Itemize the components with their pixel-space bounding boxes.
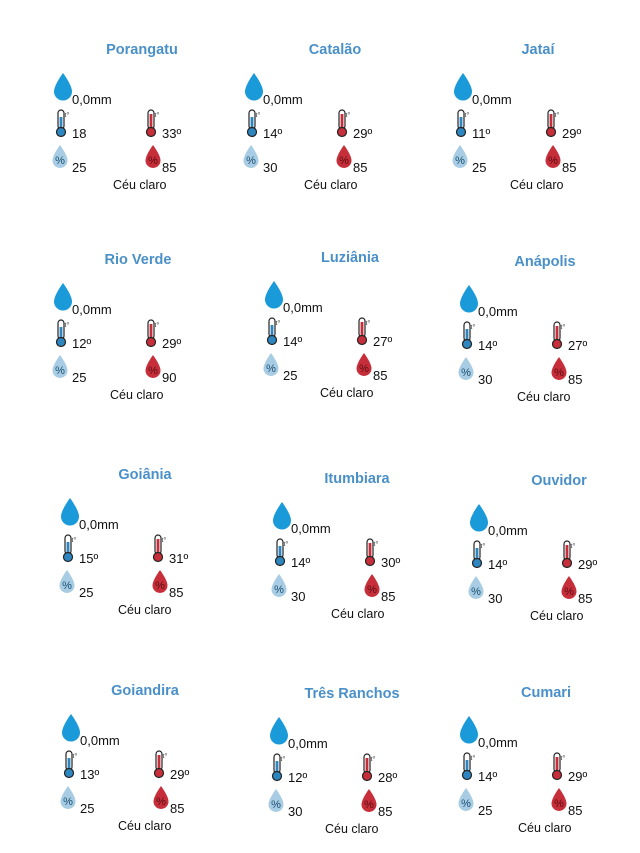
humidity-drop-red-icon <box>335 144 353 175</box>
rainfall-value: 0,0mm <box>472 92 512 107</box>
rainfall-value: 0,0mm <box>72 302 112 317</box>
city-name: Itumbiara <box>324 471 390 487</box>
city-name: Rio Verde <box>104 252 172 268</box>
sky-condition: Céu claro <box>510 178 564 192</box>
svg-text:%: % <box>148 365 158 377</box>
humidity-drop-red-icon <box>560 575 578 606</box>
thermometer-cold-icon <box>460 751 476 786</box>
city-name: Cumari <box>521 685 571 701</box>
thermometer-cold-icon <box>54 318 70 353</box>
raindrop-icon <box>452 72 474 107</box>
humidity-drop-light-icon <box>267 788 285 819</box>
humidity-drop-red-icon <box>550 356 568 387</box>
max-temperature: 29º <box>562 126 582 141</box>
city-name: Goiandira <box>111 683 179 699</box>
svg-text:%: % <box>62 580 72 592</box>
max-temperature: 29º <box>353 126 373 141</box>
humidity-drop-light-icon <box>262 352 280 383</box>
svg-text:t°: t° <box>370 755 376 763</box>
max-humidity: 85 <box>568 372 583 387</box>
min-humidity: 25 <box>478 803 493 818</box>
thermometer-cold-icon <box>62 749 78 784</box>
svg-text:%: % <box>156 796 166 808</box>
max-temperature: 29º <box>162 336 182 351</box>
svg-text:t°: t° <box>154 321 160 329</box>
svg-text:%: % <box>274 584 284 596</box>
raindrop-icon <box>268 716 290 751</box>
thermometer-hot-icon <box>335 108 351 143</box>
rainfall-value: 0,0mm <box>72 92 112 107</box>
min-temperature: 18 <box>72 126 87 141</box>
svg-text:%: % <box>148 155 158 167</box>
raindrop-icon <box>60 713 82 748</box>
sky-condition: Céu claro <box>113 178 167 192</box>
humidity-drop-light-icon <box>270 573 288 604</box>
humidity-drop-red-icon <box>544 144 562 175</box>
min-temperature: 12º <box>288 770 308 785</box>
sky-condition: Céu claro <box>325 822 379 836</box>
svg-text:t°: t° <box>162 752 168 760</box>
svg-text:%: % <box>246 155 256 167</box>
svg-text:t°: t° <box>570 542 576 550</box>
raindrop-icon <box>458 284 480 319</box>
humidity-drop-light-icon <box>451 144 469 175</box>
sky-condition: Céu claro <box>118 603 172 617</box>
sky-condition: Céu claro <box>304 178 358 192</box>
max-temperature: 28º <box>378 770 398 785</box>
svg-text:%: % <box>548 155 558 167</box>
min-humidity: 25 <box>72 370 87 385</box>
humidity-drop-light-icon <box>242 144 260 175</box>
thermometer-cold-icon <box>273 537 289 572</box>
max-humidity: 85 <box>562 160 577 175</box>
min-temperature: 13º <box>80 767 100 782</box>
min-humidity: 30 <box>263 160 278 175</box>
raindrop-icon <box>52 282 74 317</box>
thermometer-hot-icon <box>363 537 379 572</box>
max-humidity: 85 <box>353 160 368 175</box>
max-temperature: 30º <box>381 555 401 570</box>
svg-text:%: % <box>554 367 564 379</box>
min-humidity: 25 <box>472 160 487 175</box>
rainfall-value: 0,0mm <box>263 92 303 107</box>
thermometer-cold-icon <box>265 316 281 351</box>
sky-condition: Céu claro <box>530 609 584 623</box>
svg-text:t°: t° <box>161 536 167 544</box>
raindrop-icon <box>468 503 490 538</box>
raindrop-icon <box>458 715 480 750</box>
max-humidity: 85 <box>169 585 184 600</box>
svg-text:t°: t° <box>255 111 261 119</box>
svg-text:%: % <box>461 798 471 810</box>
svg-text:%: % <box>564 586 574 598</box>
svg-text:%: % <box>471 586 481 598</box>
rainfall-value: 0,0mm <box>291 521 331 536</box>
max-humidity: 85 <box>162 160 177 175</box>
svg-text:t°: t° <box>275 319 281 327</box>
min-humidity: 30 <box>291 589 306 604</box>
svg-text:t°: t° <box>464 111 470 119</box>
rainfall-value: 0,0mm <box>478 735 518 750</box>
humidity-drop-light-icon <box>59 785 77 816</box>
city-name: Luziânia <box>320 250 379 266</box>
thermometer-cold-icon <box>460 320 476 355</box>
svg-text:%: % <box>63 796 73 808</box>
rainfall-value: 0,0mm <box>488 523 528 538</box>
humidity-drop-red-icon <box>152 785 170 816</box>
svg-text:t°: t° <box>373 540 379 548</box>
svg-text:%: % <box>55 155 65 167</box>
max-temperature: 31º <box>169 551 189 566</box>
max-temperature: 29º <box>170 767 190 782</box>
humidity-drop-light-icon <box>58 569 76 600</box>
min-temperature: 14º <box>488 557 508 572</box>
max-humidity: 85 <box>378 804 393 819</box>
sky-condition: Céu claro <box>517 390 571 404</box>
svg-text:%: % <box>461 367 471 379</box>
svg-text:t°: t° <box>345 111 351 119</box>
humidity-drop-red-icon <box>360 788 378 819</box>
thermometer-hot-icon <box>550 320 566 355</box>
city-name: Três Ranchos <box>304 686 400 702</box>
svg-text:t°: t° <box>72 752 78 760</box>
svg-text:t°: t° <box>560 323 566 331</box>
city-name: Porangatu <box>106 42 178 58</box>
svg-text:%: % <box>554 798 564 810</box>
max-temperature: 27º <box>568 338 588 353</box>
svg-text:t°: t° <box>470 754 476 762</box>
svg-text:t°: t° <box>560 754 566 762</box>
max-temperature: 29º <box>568 769 588 784</box>
thermometer-hot-icon <box>360 752 376 787</box>
city-name: Goiânia <box>118 467 172 483</box>
max-humidity: 85 <box>170 801 185 816</box>
svg-text:%: % <box>455 155 465 167</box>
raindrop-icon <box>59 497 81 532</box>
svg-text:t°: t° <box>470 323 476 331</box>
min-humidity: 30 <box>288 804 303 819</box>
max-humidity: 85 <box>381 589 396 604</box>
city-name: Jataí <box>521 42 555 58</box>
min-temperature: 14º <box>263 126 283 141</box>
svg-text:t°: t° <box>154 111 160 119</box>
city-name: Anápolis <box>514 254 576 270</box>
thermometer-hot-icon <box>550 751 566 786</box>
humidity-drop-light-icon <box>467 575 485 606</box>
humidity-drop-red-icon <box>151 569 169 600</box>
sky-condition: Céu claro <box>118 819 172 833</box>
min-temperature: 11º <box>472 126 491 141</box>
humidity-drop-red-icon <box>363 573 381 604</box>
max-temperature: 33º <box>162 126 182 141</box>
max-humidity: 85 <box>373 368 388 383</box>
svg-text:t°: t° <box>554 111 560 119</box>
svg-text:%: % <box>155 580 165 592</box>
min-temperature: 12º <box>72 336 92 351</box>
svg-text:%: % <box>266 363 276 375</box>
city-name: Catalão <box>308 42 362 58</box>
raindrop-icon <box>243 72 265 107</box>
rainfall-value: 0,0mm <box>478 304 518 319</box>
svg-text:t°: t° <box>64 321 70 329</box>
svg-text:t°: t° <box>71 536 77 544</box>
svg-text:%: % <box>364 799 374 811</box>
humidity-drop-red-icon <box>355 352 373 383</box>
thermometer-hot-icon <box>355 316 371 351</box>
thermometer-hot-icon <box>151 533 167 568</box>
thermometer-cold-icon <box>454 108 470 143</box>
svg-text:t°: t° <box>365 319 371 327</box>
thermometer-hot-icon <box>144 318 160 353</box>
thermometer-cold-icon <box>245 108 261 143</box>
max-humidity: 90 <box>162 370 177 385</box>
min-temperature: 14º <box>291 555 311 570</box>
humidity-drop-red-icon <box>550 787 568 818</box>
min-temperature: 14º <box>478 338 498 353</box>
min-humidity: 25 <box>72 160 87 175</box>
max-temperature: 29º <box>578 557 598 572</box>
max-humidity: 85 <box>578 591 593 606</box>
rainfall-value: 0,0mm <box>288 736 328 751</box>
humidity-drop-light-icon <box>457 787 475 818</box>
min-humidity: 25 <box>283 368 298 383</box>
svg-text:%: % <box>339 155 349 167</box>
city-name: Ouvidor <box>531 473 587 489</box>
thermometer-cold-icon <box>270 752 286 787</box>
thermometer-cold-icon <box>470 539 486 574</box>
min-temperature: 15º <box>79 551 99 566</box>
rainfall-value: 0,0mm <box>283 300 323 315</box>
thermometer-hot-icon <box>152 749 168 784</box>
sky-condition: Céu claro <box>110 388 164 402</box>
humidity-drop-light-icon <box>457 356 475 387</box>
svg-text:t°: t° <box>480 542 486 550</box>
sky-condition: Céu claro <box>320 386 374 400</box>
thermometer-hot-icon <box>544 108 560 143</box>
min-humidity: 25 <box>80 801 95 816</box>
svg-text:%: % <box>55 365 65 377</box>
humidity-drop-red-icon <box>144 354 162 385</box>
max-humidity: 85 <box>568 803 583 818</box>
svg-text:t°: t° <box>283 540 289 548</box>
rainfall-value: 0,0mm <box>79 517 119 532</box>
raindrop-icon <box>271 501 293 536</box>
thermometer-cold-icon <box>61 533 77 568</box>
humidity-drop-light-icon <box>51 354 69 385</box>
min-humidity: 30 <box>488 591 503 606</box>
thermometer-hot-icon <box>560 539 576 574</box>
svg-text:%: % <box>271 799 281 811</box>
rainfall-value: 0,0mm <box>80 733 120 748</box>
min-humidity: 25 <box>79 585 94 600</box>
max-temperature: 27º <box>373 334 393 349</box>
svg-text:t°: t° <box>280 755 286 763</box>
svg-text:t°: t° <box>64 111 70 119</box>
svg-text:%: % <box>367 584 377 596</box>
sky-condition: Céu claro <box>518 821 572 835</box>
min-temperature: 14º <box>283 334 303 349</box>
sky-condition: Céu claro <box>331 607 385 621</box>
min-temperature: 14º <box>478 769 498 784</box>
min-humidity: 30 <box>478 372 493 387</box>
raindrop-icon <box>263 280 285 315</box>
svg-text:%: % <box>359 363 369 375</box>
